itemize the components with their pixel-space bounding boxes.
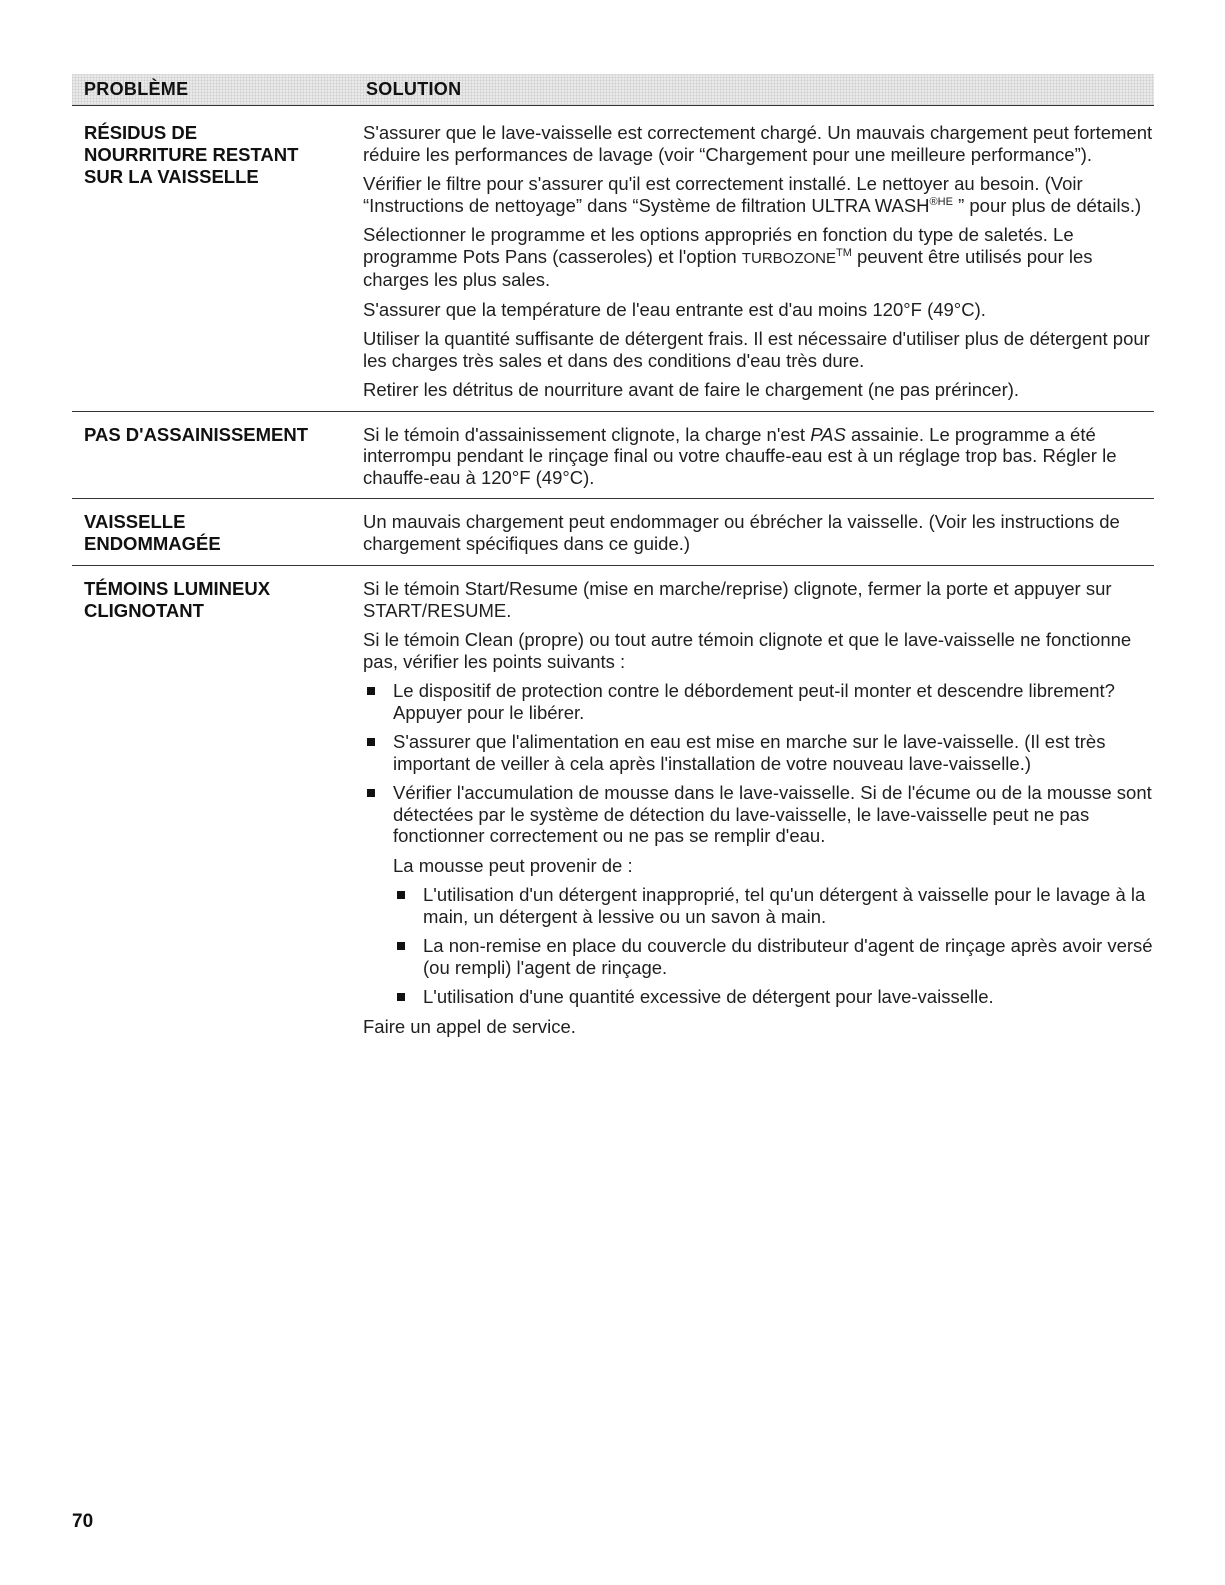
brand-name: TURBOZONE	[741, 249, 837, 267]
square-bullet-icon	[367, 738, 375, 746]
problem-line: RÉSIDUS DE	[84, 122, 198, 143]
solution-cell	[363, 122, 1154, 401]
solution-cell	[363, 424, 1154, 489]
bullet-item: Le dispositif de protection contre le débordement peut-il monter et descendre librement? Appuyer pour le libérer.	[363, 680, 1154, 723]
table-row	[72, 566, 1154, 1047]
solution-cell	[363, 511, 1154, 555]
square-bullet-icon	[397, 891, 405, 899]
troubleshooting-table	[72, 74, 1154, 1047]
table-row	[72, 412, 1154, 500]
solution-paragraph: Sélectionner le programme et les options appropriés en fonction du type de saletés. Le programme Pots Pans (casseroles) et l'option TURBOZONE™ peuvent être utilisés pour les charges les plus sales.	[363, 224, 1093, 290]
registered-mark: ®HE	[929, 195, 953, 208]
solution-paragraph: S'assurer que la température de l'eau entrante est d'au moins 120°F (49°C).	[363, 298, 986, 320]
solution-paragraph: Vérifier le filtre pour s'assurer qu'il est correctement installé. Le nettoyer au besoin. (Voir “Instructions de nettoyage” dans “Système de filtration ULTRA $WASH^{®HE}$ ” pour plus de détails.)	[363, 173, 1142, 216]
problem-line: VAISSELLE	[84, 511, 186, 532]
bullet-item: Vérifier l'accumulation de mousse dans le lave-vaisselle. Si de l'écume ou de la mousse sont détectées par le système de détection du lave-vaisselle, le lave-vaisselle peut ne pas fonctionner correctement ou ne pas se remplir d'eau.	[363, 782, 1154, 847]
problem-line: PAS D'ASSAINISSEMENT	[84, 423, 309, 445]
header-solution: SOLUTION	[366, 79, 462, 99]
problem-line: CLIGNOTANT	[84, 600, 204, 621]
problem-cell	[72, 424, 363, 489]
solution-paragraph: Si le témoin Clean (propre) ou tout autre témoin clignote et que le lave-vaisselle ne fonctionne pas, vérifier les points suivants :	[363, 629, 1132, 672]
square-bullet-icon	[397, 942, 405, 950]
problem-line: SUR LA VAISSELLE	[84, 166, 259, 187]
square-bullet-icon	[367, 789, 375, 797]
solution-paragraph: Retirer les détritus de nourriture avant de faire le chargement (ne pas prérincer).	[363, 379, 1020, 400]
problem-cell	[72, 578, 363, 1037]
table-row	[72, 499, 1154, 566]
problem-line: NOURRITURE RESTANT	[84, 144, 299, 165]
page-number: 70	[72, 1511, 94, 1532]
sub-bullet-item: L'utilisation d'un détergent inapproprié, tel qu'un détergent à vaisselle pour le lavage à la main, un détergent à lessive ou un savon à main.	[363, 884, 1154, 927]
emphasis: PAS	[810, 423, 846, 445]
square-bullet-icon	[367, 687, 375, 695]
problem-line: ENDOMMAGÉE	[84, 533, 221, 554]
foam-intro: La mousse peut provenir de :	[393, 854, 633, 876]
square-bullet-icon	[397, 993, 405, 1001]
problem-cell	[72, 122, 363, 401]
solution-paragraph: Utiliser la quantité suffisante de détergent frais. Il est nécessaire d'utiliser plus de détergent pour les charges très sales et dans des conditions d'eau très dure.	[363, 328, 1150, 371]
problem-line: TÉMOINS LUMINEUX	[84, 578, 271, 599]
trademark: TM	[836, 246, 852, 259]
bullet-item: S'assurer que l'alimentation en eau est mise en marche sur le lave-vaisselle. (Il est très important de veiller à cela après l'installation de votre nouveau lave-vaisselle.)	[363, 731, 1154, 774]
solution-paragraph: Si le témoin Start/Resume (mise en marche/reprise) clignote, fermer la porte et appuyer sur START/RESUME.	[363, 578, 1112, 621]
table-row	[72, 106, 1154, 412]
solution-cell	[363, 578, 1154, 1037]
sub-bullet-item: La non-remise en place du couvercle du distributeur d'agent de rinçage après avoir versé (ou rempli) l'agent de rinçage.	[363, 935, 1154, 978]
solution-paragraph: Si le témoin d'assainissement clignote, la charge n'est PAS assainie. Le programme a été interrompu pendant le rinçage final ou votre chauffe-eau est à un réglage trop bas. Régler le chauffe-eau à 120°F (49°C).	[363, 423, 1117, 488]
solution-paragraph: S'assurer que le lave-vaisselle est correctement chargé. Un mauvais chargement peut fortement réduire les performances de lavage (voir “Chargement pour une meilleure performance”).	[363, 122, 1153, 165]
header-problem: PROBLÈME	[84, 79, 189, 99]
solution-paragraph: Un mauvais chargement peut endommager ou ébrécher la vaisselle. (Voir les instructions de chargement spécifiques dans ce guide.)	[363, 511, 1120, 554]
problem-cell	[72, 511, 363, 555]
table-header	[72, 74, 1154, 106]
sub-bullet-item: L'utilisation d'une quantité excessive de détergent pour lave-vaisselle.	[363, 986, 1154, 1008]
solution-paragraph: Faire un appel de service.	[363, 1015, 576, 1037]
